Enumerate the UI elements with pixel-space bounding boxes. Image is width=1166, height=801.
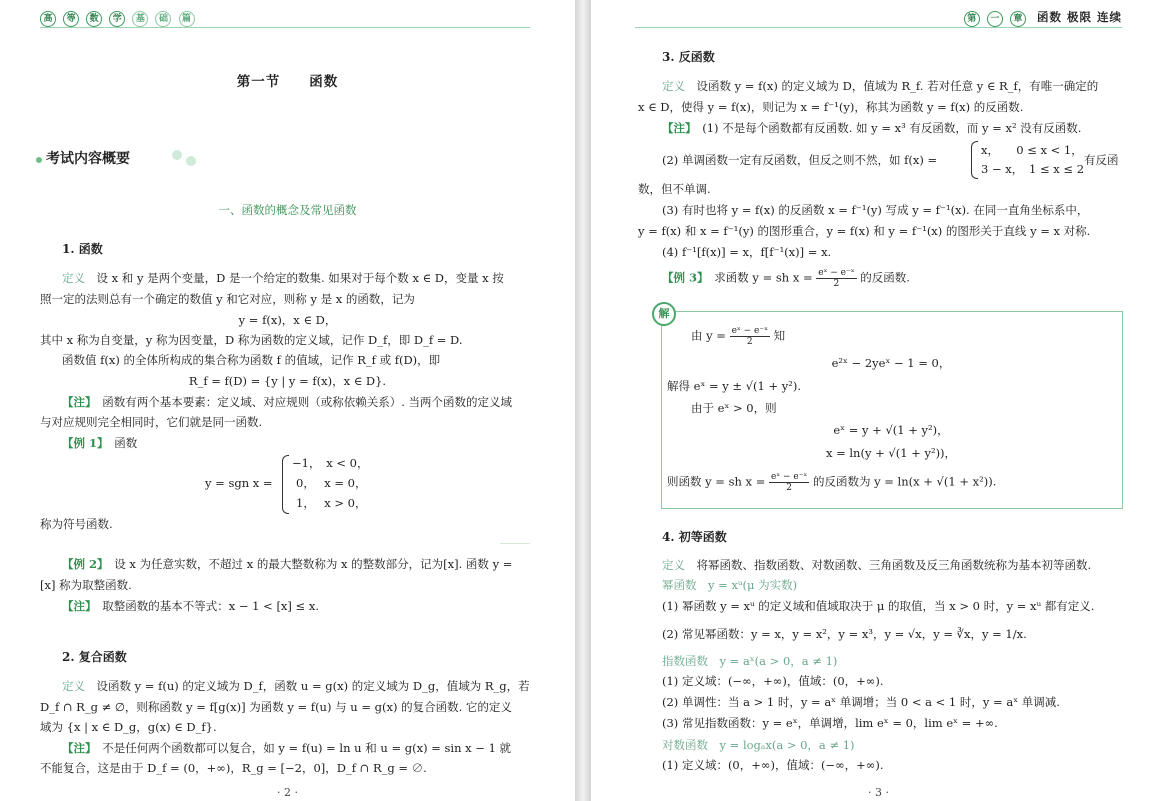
function-label: 对数函数 y = logₐx(a > 0，a ≠ 1) xyxy=(662,738,855,752)
note-line: 【注】 不是任何两个函数都可以复合，如 y = f(u) = ln u 和 u = g(x) = sin x − 1 就 xyxy=(62,741,512,755)
note-line: 【注】 函数有两个基本要素：定义域、对应规则（或称依赖关系）. 当两个函数的定义域 xyxy=(62,395,513,409)
left-header-badges xyxy=(40,6,197,27)
subsection-title: 4. 初等函数 xyxy=(662,530,727,544)
note-line: 有反函 xyxy=(1084,153,1119,167)
case-line: −1， x < 0， xyxy=(292,456,369,470)
definition-line: 照一定的法则总有一个确定的数值 y 和它对应，则称 y 是 x 的函数，记为 xyxy=(40,292,415,306)
header-badge: 学 xyxy=(109,11,125,27)
case-line: 0， x = 0， xyxy=(296,476,367,490)
text-line: (3) 常见指数函数：y = eˣ，单调增，lim eˣ = 0，lim eˣ = +∞. xyxy=(662,716,998,730)
formula: eˣ = y + √(1 + y²)， xyxy=(833,423,949,437)
note-line: 与对应规则完全相同时，它们就是同一函数. xyxy=(40,415,263,429)
note-line: (2) 单调函数一定有反函数，但反之则不然，如 f(x) = xyxy=(662,153,938,167)
note-line: y = f(x) 和 x = f⁻¹(y) 的图形重合，y = f(x) 和 y = f⁻¹(x) 的图形关于直线 y = x 对称. xyxy=(638,224,1091,238)
definition-line: x ∈ D，使得 y = f(x)，则记为 x = f⁻¹(y)，称其为函数 y = f(x) 的反函数. xyxy=(638,100,1024,114)
text-line: (1) 定义域：(−∞，+∞)，值域：(0，+∞). xyxy=(662,674,884,688)
case-line: x， 0 ≤ x < 1， xyxy=(981,143,1083,157)
header-badge: 高 xyxy=(40,11,56,27)
definition-line: 定义 将幂函数、指数函数、对数函数、三角函数及反三角函数统称为基本初等函数. xyxy=(662,558,1092,572)
text-line: 称为符号函数. xyxy=(40,517,113,531)
note-line: (4) f⁻¹[f(x)] = x，f[f⁻¹(x)] = x. xyxy=(662,245,832,259)
definition-line: 域为 {x | x ∈ D_g，g(x) ∈ D_f}. xyxy=(40,720,217,734)
text-line: (2) 单调性：当 a > 1 时，y = aˣ 单调增；当 0 < a < 1 时，y = aˣ 单调减. xyxy=(662,695,1060,709)
text-line: (1) 幂函数 y = xᵘ 的定义域和值域取决于 μ 的取值，当 x > 0 时，y = xᵘ 都有定义. xyxy=(662,599,1095,613)
function-label: 幂函数 y = xᵘ(μ 为实数) xyxy=(662,578,798,592)
header-badge: 章 xyxy=(1010,11,1026,27)
page-number: · 3 · xyxy=(868,786,889,799)
subsection-title: 1. 函数 xyxy=(62,242,103,256)
solution-line: 由于 eˣ > 0，则 xyxy=(691,401,777,415)
note-line: 不能复合，这是由于 D_f = (0，+∞)，R_g = [−2，0]，D_f ∩ R_g = ∅. xyxy=(40,761,427,775)
brace xyxy=(282,455,289,514)
definition-line: 定义 设函数 y = f(x) 的定义域为 D，值域为 R_f. 若对任意 y ∈ R_f，有唯一确定的 xyxy=(662,79,1099,93)
header-rule xyxy=(40,27,530,28)
header-badge: 篇 xyxy=(179,11,195,27)
page-number: · 2 · xyxy=(277,786,298,799)
book-gutter xyxy=(575,0,591,801)
section-heading: 一、函数的概念及常见函数 xyxy=(218,203,357,217)
example-line: [x] 称为取整函数. xyxy=(40,578,132,592)
header-badge: 数 xyxy=(86,11,102,27)
right-header xyxy=(964,6,1122,27)
note-line: 【注】 取整函数的基本不等式：x − 1 < [x] ≤ x. xyxy=(62,599,319,613)
chapter-title: 第一节 函数 xyxy=(236,74,339,90)
case-line: 1， x > 0， xyxy=(296,496,367,510)
text-line: (1) 定义域：(0，+∞)，值域：(−∞，+∞). xyxy=(662,758,884,772)
note-line: (3) 有时也将 y = f(x) 的反函数 x = f⁻¹(y) 写成 y = f⁻¹(x). 在同一直角坐标系中， xyxy=(662,203,1089,217)
function-label: 指数函数 y = aˣ(a > 0，a ≠ 1) xyxy=(662,654,838,668)
subsection-title: 3. 反函数 xyxy=(662,50,715,64)
overview-heading: 考试内容概要 xyxy=(36,148,130,168)
text-line: (2) 常见幂函数：y = x，y = x²，y = x³，y = √x，y = ∛x，y = 1/x. xyxy=(662,627,1027,641)
header-badge: 第 xyxy=(964,11,980,27)
header-badge: 础 xyxy=(155,11,171,27)
solution-line: 解得 eˣ = y ± √(1 + y²). xyxy=(667,379,802,393)
example-line: 【例 1】 函数 xyxy=(62,436,138,450)
definition-line: 函数值 f(x) 的全体所构成的集合称为函数 f 的值域，记作 R_f 或 f(D)，即 xyxy=(62,353,441,367)
solution-line: 由 y = $\frac{\text{eˣ − e⁻ˣ}}{2}$ 知 xyxy=(691,326,786,347)
definition-line: 定义 设函数 y = f(u) 的定义域为 D_f，函数 u = g(x) 的定义域为 D_g，值域为 R_g，若 xyxy=(62,679,530,693)
definition-line: 定义 设 x 和 y 是两个变量，D 是一个给定的数集. 如果对于每个数 x ∈ D，变量 x 按 xyxy=(62,271,504,285)
definition-line: 其中 x 称为自变量，y 称为因变量，D 称为函数的定义域，记作 D_f，即 D_f = D. xyxy=(40,333,463,347)
solution-badge: 解 xyxy=(652,302,676,326)
note-line: 数，但不单调. xyxy=(638,182,711,196)
formula: e²ˣ − 2yeˣ − 1 = 0， xyxy=(831,356,951,370)
subsection-title: 2. 复合函数 xyxy=(62,650,127,664)
formula: y = f(x)，x ∈ D， xyxy=(238,313,337,327)
case-line: 3 − x， 1 ≤ x ≤ 2 xyxy=(981,162,1085,176)
left-page xyxy=(0,0,575,801)
header-title: 函数 极限 连续 xyxy=(1036,10,1122,24)
fraction: $\frac{\text{eˣ − e⁻ˣ}}{2}$ xyxy=(731,326,768,347)
bullet-dot-icon xyxy=(36,157,42,163)
header-badge: 基 xyxy=(132,11,148,27)
definition-line: D_f ∩ R_g ≠ ∅，则称函数 y = f[g(x)] 为函数 y = f(u) 与 u = g(x) 的复合函数. 它的定义 xyxy=(40,700,512,714)
solution-line: 则函数 y = sh x = $\frac{\text{eˣ − e⁻ˣ}}{2}$ 的反函数为 y = ln(x + √(1 + x²)). xyxy=(667,472,997,493)
formula: y = sgn x = xyxy=(205,476,273,490)
note-line: 【注】 (1) 不是每个函数都有反函数. 如 y = x³ 有反函数，而 y = x² 没有反函数. xyxy=(662,121,1082,135)
brace xyxy=(971,141,978,179)
right-page xyxy=(591,0,1166,801)
header-rule xyxy=(635,27,1122,28)
formula: R_f = f(D) = {y | y = f(x)，x ∈ D}. xyxy=(188,374,387,388)
formula: x = ln(y + √(1 + y²))， xyxy=(825,446,957,460)
fraction: $\frac{\text{eˣ − e⁻ˣ}}{2}$ xyxy=(771,472,808,493)
header-badge: 一 xyxy=(987,11,1003,27)
example-line: 【例 3】 求函数 y = sh x = $\frac{\text{eˣ − e⁻ˣ}}{2}$ 的反函数. xyxy=(662,268,910,289)
header-badge: 等 xyxy=(63,11,79,27)
fraction: $\frac{\text{eˣ − e⁻ˣ}}{2}$ xyxy=(818,268,855,289)
example-line: 【例 2】 设 x 为任意实数，不超过 x 的最大整数称为 x 的整数部分，记为[x]. 函数 y = xyxy=(62,557,513,571)
